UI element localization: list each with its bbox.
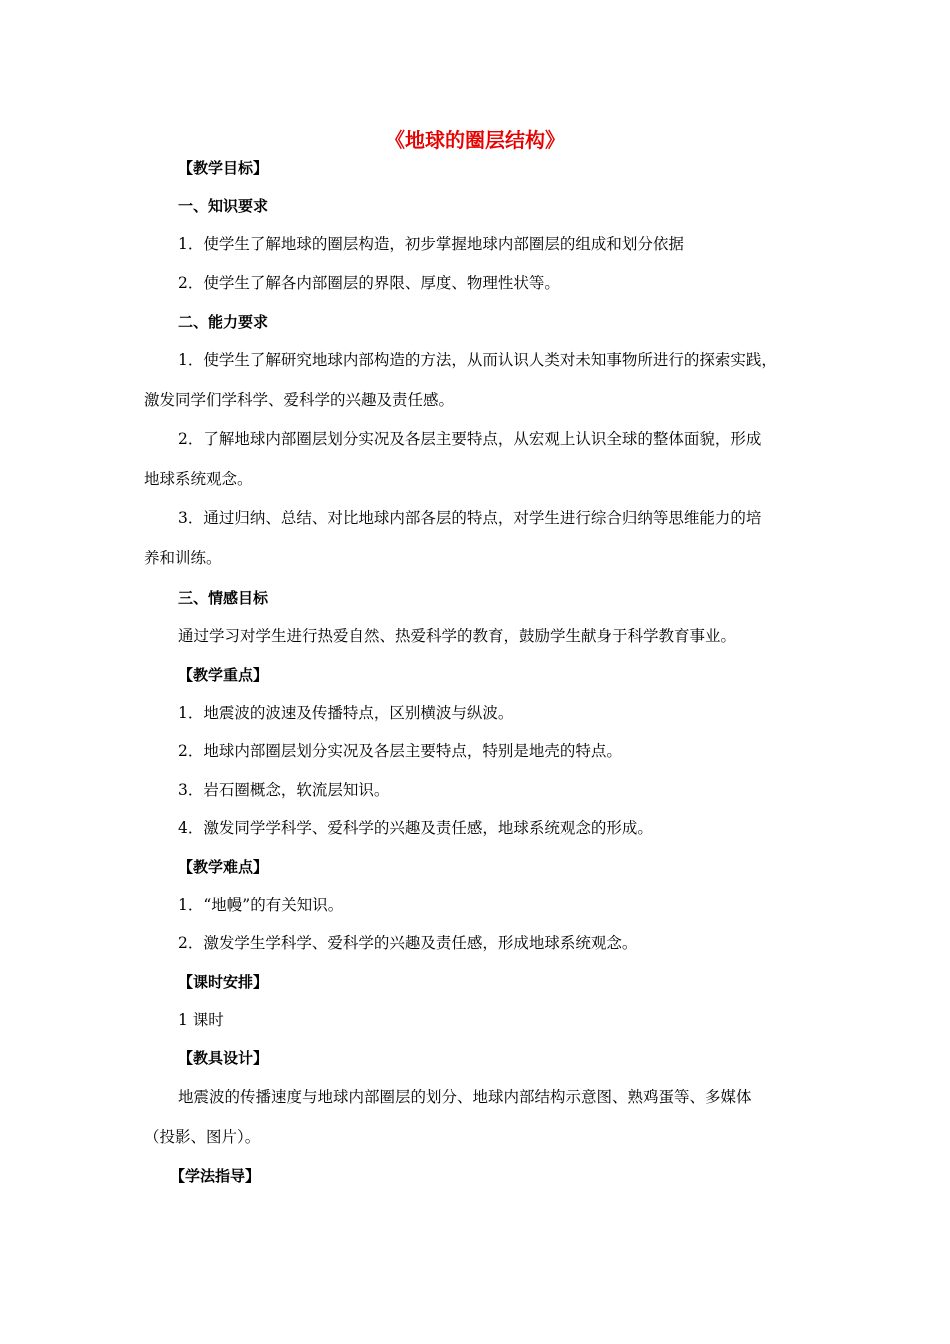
emotional-objective-text: 通过学习对学生进行热爱自然、热爱科学的教育，鼓励学生献身于科学教育事业。 [178, 627, 737, 645]
subheading-emotional-objectives: 三、情感目标 [178, 589, 269, 607]
section-heading-teaching-objectives: 【教学目标】 [178, 159, 269, 177]
difficult-point-1: 1．“地幔”的有关知识。 [178, 896, 344, 914]
key-point-4: 4．激发同学学科学、爱科学的兴趣及责任感，地球系统观念的形成。 [178, 819, 653, 837]
teaching-aids-line-1: 地震波的传播速度与地球内部圈层的划分、地球内部结构示意图、熟鸡蛋等、多媒体 [178, 1088, 752, 1106]
key-point-1: 1．地震波的波速及传播特点，区别横波与纵波。 [178, 704, 514, 722]
section-heading-teaching-aids: 【教具设计】 [178, 1049, 269, 1067]
ability-item-3-line-1: 3．通过归纳、总结、对比地球内部各层的特点，对学生进行综合归纳等思维能力的培 [178, 509, 762, 527]
section-heading-key-points: 【教学重点】 [178, 666, 269, 684]
ability-item-1-line-2: 激发同学们学科学、爱科学的兴趣及责任感。 [144, 391, 455, 409]
ability-item-1-line-1: 1．使学生了解研究地球内部构造的方法，从而认识人类对未知事物所进行的探索实践， [178, 351, 777, 369]
knowledge-item-2: 2．使学生了解各内部圈层的界限、厚度、物理性状等。 [178, 274, 560, 292]
ability-item-2-line-1: 2．了解地球内部圈层划分实况及各层主要特点，从宏观上认识全球的整体面貌，形成 [178, 430, 762, 448]
knowledge-item-1: 1．使学生了解地球的圈层构造，初步掌握地球内部圈层的组成和划分依据 [178, 235, 684, 253]
section-heading-difficult-points: 【教学难点】 [178, 858, 269, 876]
subheading-knowledge-requirements: 一、知识要求 [178, 197, 269, 215]
ability-item-2-line-2: 地球系统观念。 [144, 470, 253, 488]
document-title: 《地球的圈层结构》 [385, 128, 565, 152]
key-point-3: 3．岩石圈概念，软流层知识。 [178, 781, 390, 799]
subheading-ability-requirements: 二、能力要求 [178, 313, 269, 331]
difficult-point-2: 2．激发学生学科学、爱科学的兴趣及责任感，形成地球系统观念。 [178, 934, 638, 952]
class-hours-value: 1 课时 [178, 1011, 224, 1029]
key-point-2: 2．地球内部圈层划分实况及各层主要特点，特别是地壳的特点。 [178, 742, 622, 760]
teaching-aids-line-2: （投影、图片）。 [144, 1128, 261, 1146]
ability-item-3-line-2: 养和训练。 [144, 549, 222, 567]
section-heading-class-hours: 【课时安排】 [178, 973, 269, 991]
section-heading-study-guidance: 【学法指导】 [170, 1167, 261, 1185]
